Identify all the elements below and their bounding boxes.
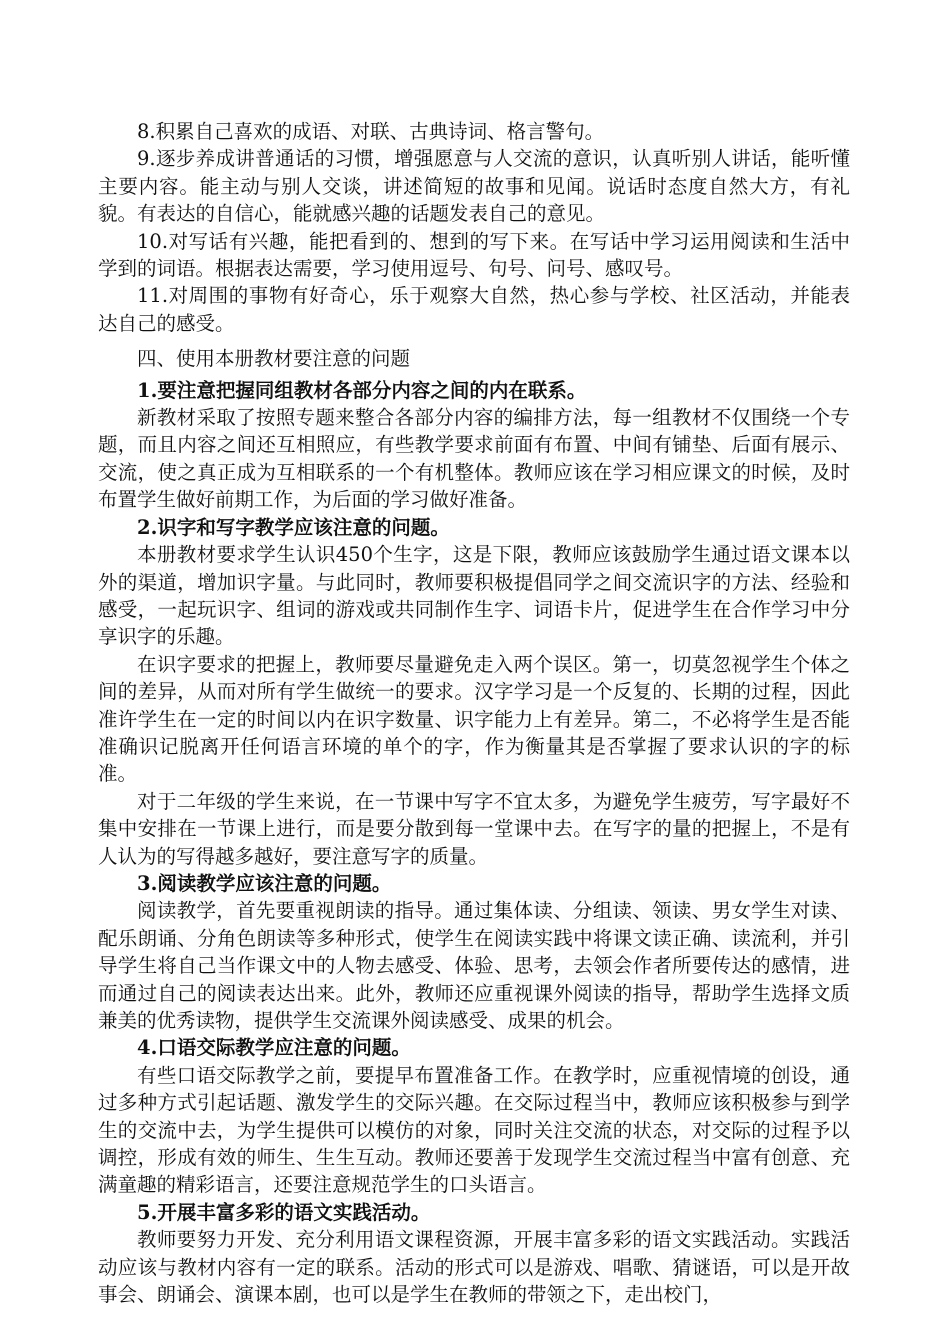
paragraph-2-2: 在识字要求的把握上，教师要尽量避免走入两个误区。第一，切莫忽视学生个体之间的差异，从而对所有学生做统一的要求。汉字学习是一个反复的、长期的过程，因此准许学生在一定的时间以内在识字数量、识字能力上有差异。第二，不必将学生是否能准确识记脱离开任何语言环境的单个的字，作为衡量其是否掌握了要求认识的字的标准。: [98, 652, 850, 786]
paragraph-3-1: 阅读教学，首先要重视朗读的指导。通过集体读、分组读、领读、男女学生对读、配乐朗诵、分角色朗读等多种形式，使学生在阅读实践中将课文读正确、读流利，并引导学生将自己当作课文中的人物去感受、体验、思考，去领会作者所要传达的感情，进而通过自己的阅读表达出来。此外，教师还应重视课外阅读的指导，帮助学生选择文质兼美的优秀读物，提供学生交流课外阅读感受、成果的机会。: [98, 899, 850, 1032]
paragraph-5-1: 教师要努力开发、充分利用语文课程资源，开展丰富多彩的语文实践活动。实践活动应该与教材内容有一定的联系。活动的形式可以是游戏、唱歌、猜谜语，可以是开故事会、朗诵会、演课本剧，也可以是学生在教师的带领之下，走出校门，: [98, 1228, 850, 1307]
goal-item-9: 9.逐步养成讲普通话的习惯，增强愿意与人交流的意识，认真听别人讲话，能听懂主要内容。能主动与别人交谈，讲述简短的故事和见闻。说话时态度自然大方，有礼貌。有表达的自信心，能就感兴趣的话题发表自己的意见。: [98, 147, 850, 226]
paragraph-2-3: 对于二年级的学生来说，在一节课中写字不宜太多，为避免学生疲劳，写字最好不集中安排在一节课上进行，而是要分散到每一堂课中去。在写字的量的把握上，不是有人认为的写得越多越好，要注意写字的质量。: [98, 789, 850, 868]
paragraph-2-1: 本册教材要求学生认识450个生字，这是下限，教师应该鼓励学生通过语文课本以外的渠道，增加识字量。与此同时，教师要积极提倡同学之间交流识字的方法、经验和感受，一起玩识字、组词的游戏或共同制作生字、词语卡片，促进学生在合作学习中分享识字的乐趣。: [98, 543, 850, 649]
subheading-4: 4.口语交际教学应注意的问题。: [137, 1036, 411, 1060]
goal-item-10: 10.对写话有兴趣，能把看到的、想到的写下来。在写话中学习运用阅读和生活中学到的词语。根据表达需要，学习使用逗号、句号、问号、感叹号。: [98, 229, 850, 281]
goal-item-8: 8.积累自己喜欢的成语、对联、古典诗词、格言警句。: [137, 120, 605, 143]
goal-item-11: 11.对周围的事物有好奇心，乐于观察大自然，热心参与学校、社区活动，并能表达自己的感受。: [98, 284, 850, 335]
subheading-3: 3.阅读教学应该注意的问题。: [137, 871, 392, 895]
paragraph-4-1: 有些口语交际教学之前，要提早布置准备工作。在教学时，应重视情境的创设，通过多种方式引起话题、激发学生的交际兴趣。在交际过程当中，教师应该积极参与到学生的交流中去，为学生提供可以模仿的对象，同时关注交流的状态，对交际的过程予以调控，形成有效的师生、生生互动。教师还要善于发现学生交流过程当中富有创意、充满童趣的精彩语言，还要注意规范学生的口头语言。: [98, 1063, 850, 1197]
paragraph-1-1: 新教材采取了按照专题来整合各部分内容的编排方法，每一组教材不仅围绕一个专题，而且内容之间还互相照应，有些教学要求前面有布置、中间有铺垫、后面有展示、交流，使之真正成为互相联系的一个有机整体。教师应该在学习相应课文的时候，及时布置学生做好前期工作，为后面的学习做好准备。: [98, 406, 850, 512]
subheading-5: 5.开展丰富多彩的语文实践活动。: [137, 1200, 431, 1224]
subheading-1: 1.要注意把握同组教材各部分内容之间的内在联系。: [137, 378, 587, 402]
subheading-2: 2.识字和写字教学应该注意的问题。: [137, 515, 450, 539]
section-4-title: 四、使用本册教材要注意的问题: [137, 347, 411, 371]
document-page: [98, 118, 850, 1308]
